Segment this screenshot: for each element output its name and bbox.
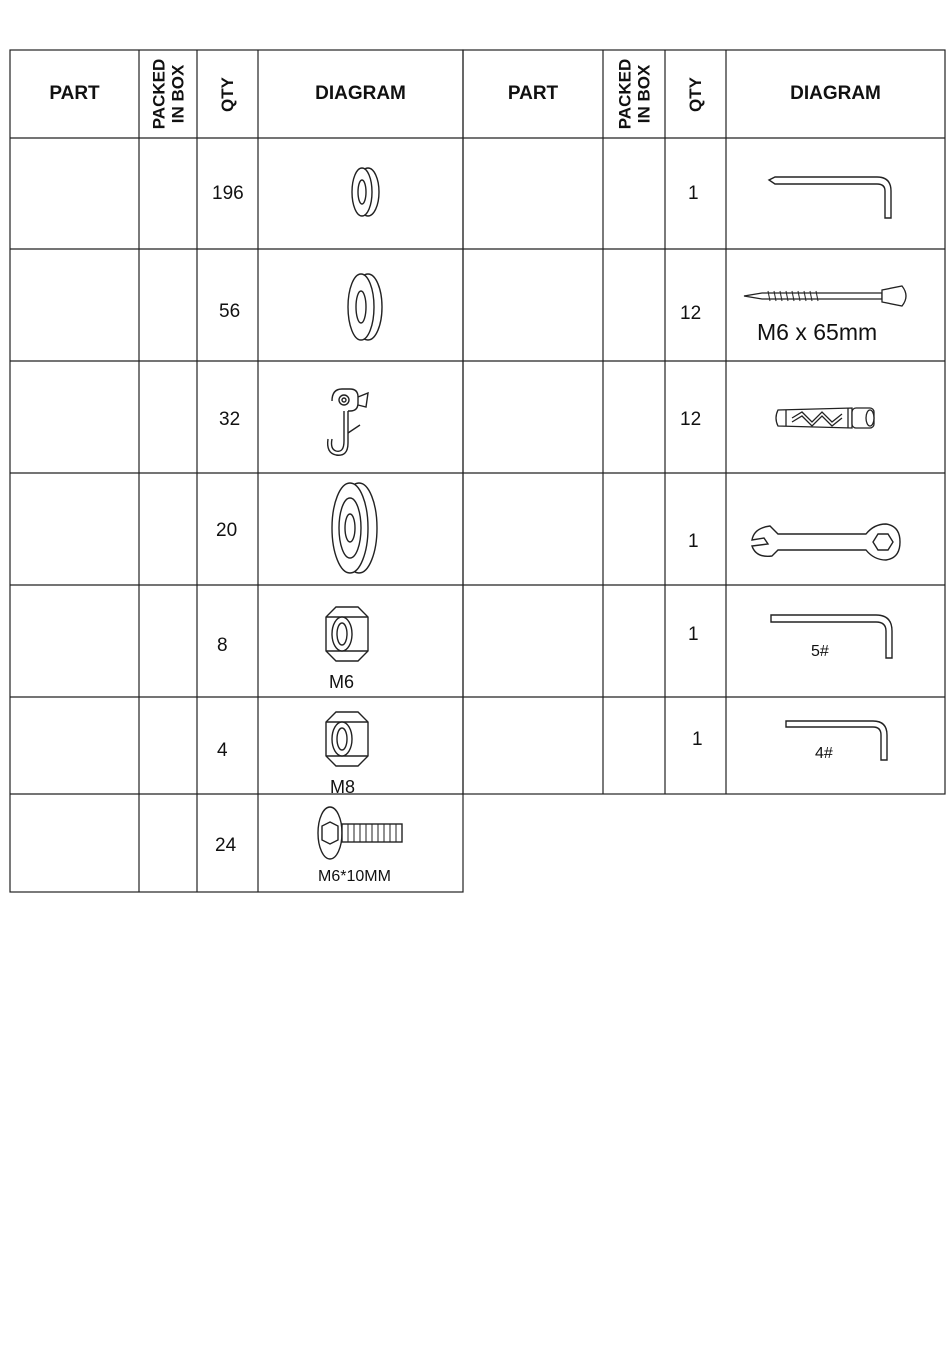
screw-icon <box>742 282 912 312</box>
diagram-caption: 5# <box>811 643 829 660</box>
diagram-caption: M6*10MM <box>318 868 391 885</box>
header-qty-label: QTY <box>685 76 705 112</box>
header-diagram-right: DIAGRAM <box>790 83 881 104</box>
header-part-left: PART <box>49 83 100 104</box>
header-diagram-left: DIAGRAM <box>315 83 406 104</box>
header-part-right: PART <box>507 83 559 104</box>
qty-value: 56 <box>219 301 241 322</box>
qty-value: 8 <box>217 635 228 656</box>
qty-value: 1 <box>692 729 703 750</box>
qty-value: 1 <box>688 624 699 645</box>
wrench-icon <box>748 518 908 568</box>
header-qty-right <box>665 50 726 138</box>
header-packed-line2: IN BOX <box>168 64 187 124</box>
qty-value: 24 <box>215 835 237 856</box>
qty-value: 1 <box>688 183 699 204</box>
wall-hook-icon <box>322 383 382 463</box>
diagram-caption: 4# <box>815 745 833 762</box>
header-packed-line1: PACKED <box>149 58 168 130</box>
allen-key-icon <box>783 716 893 766</box>
large-washer-icon <box>325 478 385 578</box>
washer-icon <box>335 272 395 342</box>
header-qty-label: QTY <box>217 76 237 112</box>
l-hex-key-icon <box>765 170 900 225</box>
wall-anchor-icon <box>772 400 882 440</box>
diagram-caption: M8 <box>330 777 356 797</box>
small-washer-icon <box>340 165 390 220</box>
bolt-icon <box>312 804 412 864</box>
diagram-caption: M6 <box>329 672 355 692</box>
qty-value: 20 <box>216 520 238 541</box>
hex-nut-icon <box>320 603 375 663</box>
qty-value: 1 <box>688 531 699 552</box>
header-packed-left <box>139 50 197 138</box>
header-packed-right <box>603 50 665 138</box>
qty-value: 4 <box>217 740 228 761</box>
header-qty-left <box>197 50 258 138</box>
diagram-caption: M6 x 65mm <box>757 319 878 345</box>
header-packed-line2: IN BOX <box>634 64 653 124</box>
header-packed-line1: PACKED <box>615 58 634 130</box>
hex-nut-icon <box>320 708 375 768</box>
qty-value: 12 <box>680 303 702 324</box>
qty-value: 12 <box>680 409 702 430</box>
qty-value: 32 <box>219 409 241 430</box>
allen-key-icon <box>768 608 898 663</box>
qty-value: 196 <box>212 183 244 204</box>
